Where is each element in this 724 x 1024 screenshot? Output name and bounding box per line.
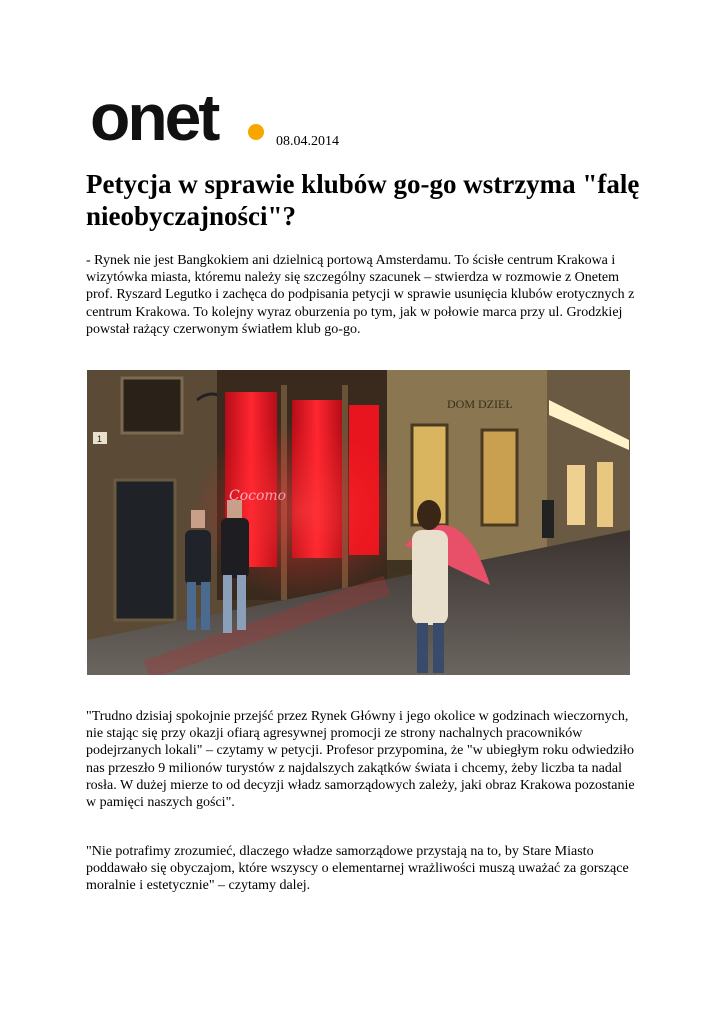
article-paragraph-2: "Trudno dzisiaj spokojnie przejść przez Rynek Główny i jego okolice w godzinach wieczornych, nie stając się przy okazji ofiarą agresywnej promocji ze strony nachalnych pracowników podejrzanych lokali" – czytamy w petycji. Profesor przypomina, że "w ubiegłym roku odwiedziło nas przeszło 9 milionów turystów z najdalszych zakątków świata i chcemy, żeby liczba ta nadal rosła. W dużej mierze to od decyzji władz samorządowych zależy, jaki obraz Krakowa pozostanie w pamięci naszych gości".: [86, 709, 635, 811]
article-title: Petycja w sprawie klubów go-go wstrzyma "falę nieobyczajności"?: [86, 169, 640, 231]
article-photo: [87, 370, 630, 675]
article-date: 08.04.2014: [276, 134, 339, 149]
logo-dot: [248, 124, 264, 140]
distant-pedestrian: [542, 500, 554, 538]
doorway: [115, 480, 175, 620]
article-lead: - Rynek nie jest Bangkokiem ani dzielnicą portową Amsterdamu. To ścisłe centrum Krakowa i wizytówka miasta, któremu należy się szczególny szacunek – stwierdza w rozmowie z Onetem prof. Ryszard Legutko i zachęca do podpisania petycji w sprawie usunięcia klubów erotycznych z centrum Krakowa. To kolejny wyraz oburzenia po tym, jak w połowie marca przy ul. Grodzkiej powstał rażący czerwonym światłem klub go-go.: [86, 253, 635, 337]
article-paragraph-3: "Nie potrafimy zrozumieć, dlaczego władze samorządowe przystają na to, by Stare Miasto poddawało się obyczajom, które wszyscy o elementarnej wrażliwości muszą uważać za gorszące moralnie i estetycznie" – czytamy dalej.: [86, 844, 629, 894]
svg-text:1: 1: [97, 434, 103, 444]
logo-wordmark: onet: [90, 84, 218, 150]
onet-logo[interactable]: [88, 84, 272, 150]
facade-sign: DOM DZIEŁ: [447, 397, 513, 411]
